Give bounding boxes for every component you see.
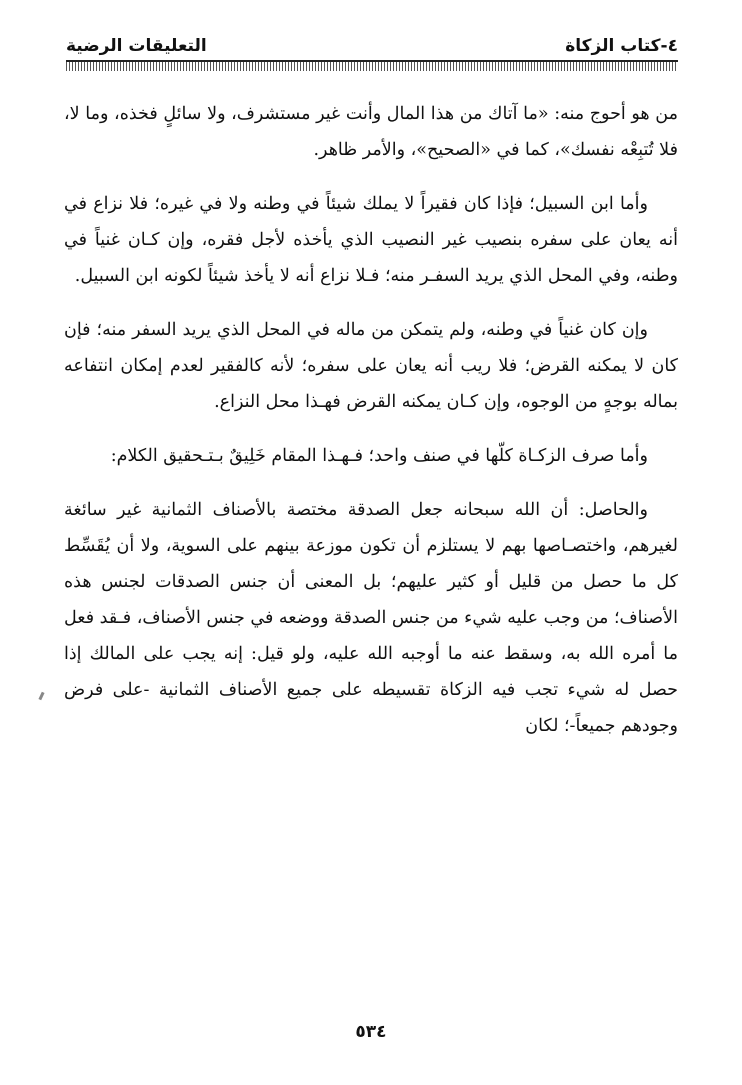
- paragraph: من هو أحوج منه: «ما آتاك من هذا المال وأنت غير مستشرف، ولا سائلٍ فخذه، وما لا، فلا تُتبِعْه نفسك»، كما في «الصحيح»، والأمر ظاهر.: [64, 104, 678, 160]
- chapter-title: ٤-كتاب الزكاة: [565, 36, 678, 56]
- book-title: التعليقات الرضية: [66, 36, 207, 56]
- margin-mark: [38, 692, 44, 701]
- paragraph: وأما صرف الزكـاة كلّها في صنف واحد؛ فـهـذا المقام خَلِيقٌ بـتـحقيق الكلام:: [110, 446, 648, 466]
- page-number: ٥٣٤: [355, 1022, 387, 1042]
- running-header: [66, 30, 678, 56]
- paragraph: وإن كان غنياً في وطنه، ولم يتمكن من ماله في المحل الذي يريد السفر منه؛ فإن كان لا يمكنه القرض؛ فلا ريب أنه يعان على سفره؛ لأنه كالفقير لعدم إمكان انتفاعه بماله بوجهٍ من الوجوه، وإن كـان يمكنه القرض فهـذا محل النزاع.: [64, 320, 678, 412]
- paragraph: وأما ابن السبيل؛ فإذا كان فقيراً لا يملك شيئاً في وطنه ولا في غيره؛ فلا نزاع في أنه يعان على سفره بنصيب غير النصيب الذي يأخذه لأجل فقره، وإن كـان غنياً في وطنه، وفي المحل الذي يريد السفـر منه؛ فـلا نزاع أنه لا يأخذ شيئاً لكونه ابن السبيل.: [64, 194, 678, 286]
- paragraph: والحاصل: أن الله سبحانه جعل الصدقة مختصة بالأصناف الثمانية غير سائغة لغيرهم، واختصـاصها بهم لا يستلزم أن تكون موزعة بينهم على السوية، ولا أن يُقَسِّط كل ما حصل من قليل أو كثير عليهم؛ بل المعنى أن جنس الصدقات لجنس هذه الأصناف؛ من وجب عليه شيء من جنس الصدقة ووضعه في جنس الأصناف، فـقد فعل ما أمره الله به، وسقط عنه ما أوجبه الله عليه، ولو قيل: إنه يجب على المالك إذا حصل له شيء تجب فيه الزكاة تقسيطه على جميع الأصناف الثمانية -على فرض وجودهم جميعاً-؛ لكان: [64, 500, 678, 736]
- header-rule: [66, 60, 678, 71]
- body-text: [64, 96, 678, 762]
